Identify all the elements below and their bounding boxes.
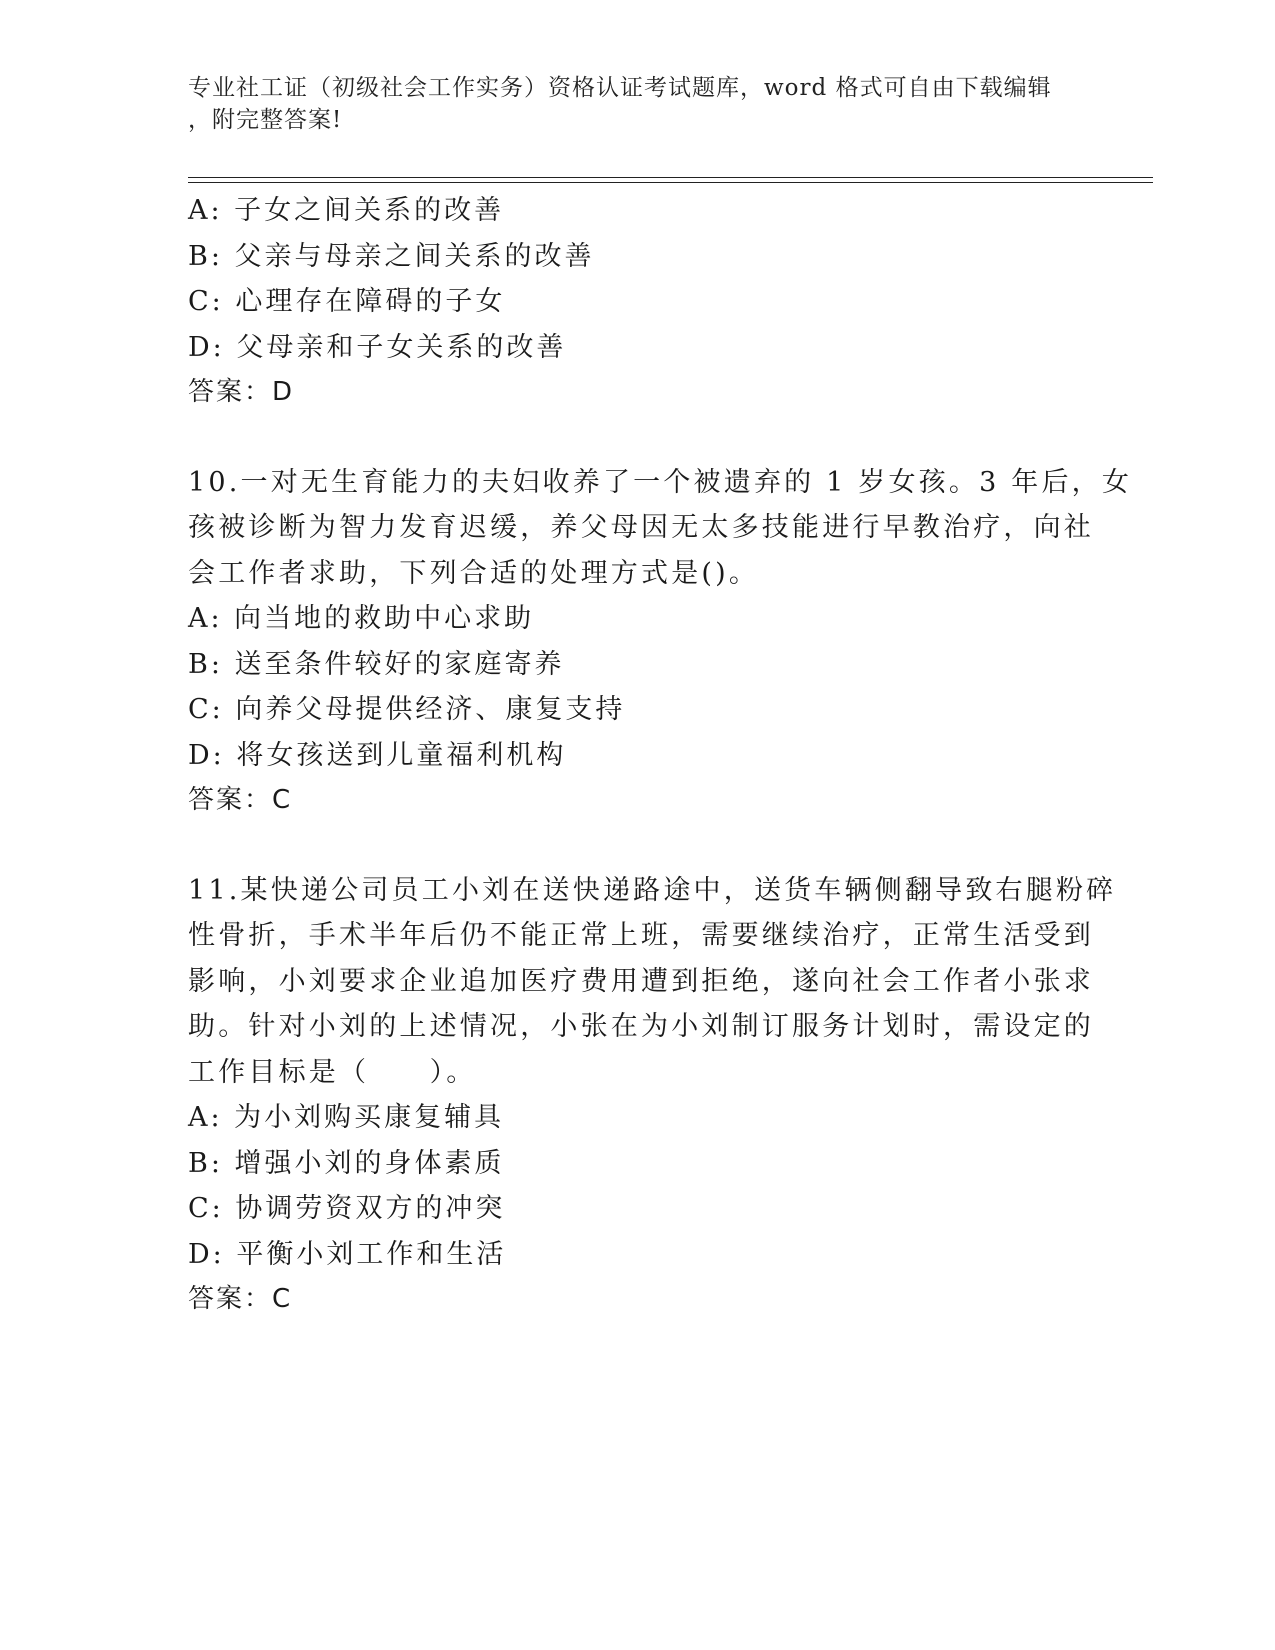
question-9-options	[188, 188, 1088, 370]
stem-line: 孩被诊断为智力发育迟缓，养父母因无太多技能进行早教治疗，向社	[188, 512, 1094, 543]
option-d: D: 将女孩送到儿童福利机构	[188, 739, 567, 771]
stem-line: 性骨折，手术半年后仍不能正常上班，需要继续治疗，正常生活受到	[188, 920, 1094, 951]
question-11	[188, 868, 1117, 1323]
header-line-1: 专业社工证（初级社会工作实务）资格认证考试题库，word 格式可自由下载编辑	[188, 75, 1052, 101]
option-c: C: 心理存在障碍的子女	[188, 286, 506, 317]
question-9	[188, 188, 1088, 416]
question-9-answer: 答案：D	[188, 377, 295, 407]
header-divider-top	[188, 177, 1153, 178]
question-list	[188, 188, 1133, 1323]
question-11-answer: 答案：C	[188, 1284, 293, 1314]
question-10	[188, 460, 1133, 824]
option-d: D: 平衡小刘工作和生活	[188, 1238, 507, 1270]
stem-line: 助。针对小刘的上述情况，小张在为小刘制订服务计划时，需设定的	[188, 1011, 1094, 1042]
question-10-stem	[188, 460, 1133, 597]
option-d: D: 父母亲和子女关系的改善	[188, 331, 567, 363]
stem-line: 10.一对无生育能力的夫妇收养了一个被遗弃的 1 岁女孩。3 年后，女	[188, 466, 1133, 498]
stem-line: 影响，小刘要求企业追加医疗费用遭到拒绝，遂向社会工作者小张求	[188, 965, 1094, 997]
question-10-answer: 答案：C	[188, 785, 293, 815]
header-line-2: ，附完整答案!	[188, 107, 343, 133]
stem-line: 11.某快递公司员工小刘在送快递路途中，送货车辆侧翻导致右腿粉碎	[188, 874, 1117, 906]
option-a: A: 向当地的救助中心求助	[188, 603, 535, 634]
document-header	[188, 72, 1088, 136]
stem-line: 会工作者求助，下列合适的处理方式是()。	[188, 557, 760, 589]
header-divider-bottom	[188, 182, 1153, 183]
option-b: B: 增强小刘的身体素质	[188, 1147, 505, 1179]
option-b: B: 父亲与母亲之间关系的改善	[188, 240, 595, 272]
option-c: C: 向养父母提供经济、康复支持	[188, 694, 626, 725]
question-11-stem	[188, 868, 1117, 1096]
option-a: A: 为小刘购买康复辅具	[188, 1102, 505, 1133]
option-c: C: 协调劳资双方的冲突	[188, 1193, 506, 1224]
question-spacer	[188, 824, 1088, 868]
question-11-options	[188, 1095, 1088, 1277]
question-10-options	[188, 596, 1088, 778]
question-spacer	[188, 416, 1088, 460]
stem-line: 工作目标是（ ）。	[188, 1056, 477, 1088]
option-b: B: 送至条件较好的家庭寄养	[188, 648, 565, 680]
option-a: A: 子女之间关系的改善	[188, 195, 505, 226]
